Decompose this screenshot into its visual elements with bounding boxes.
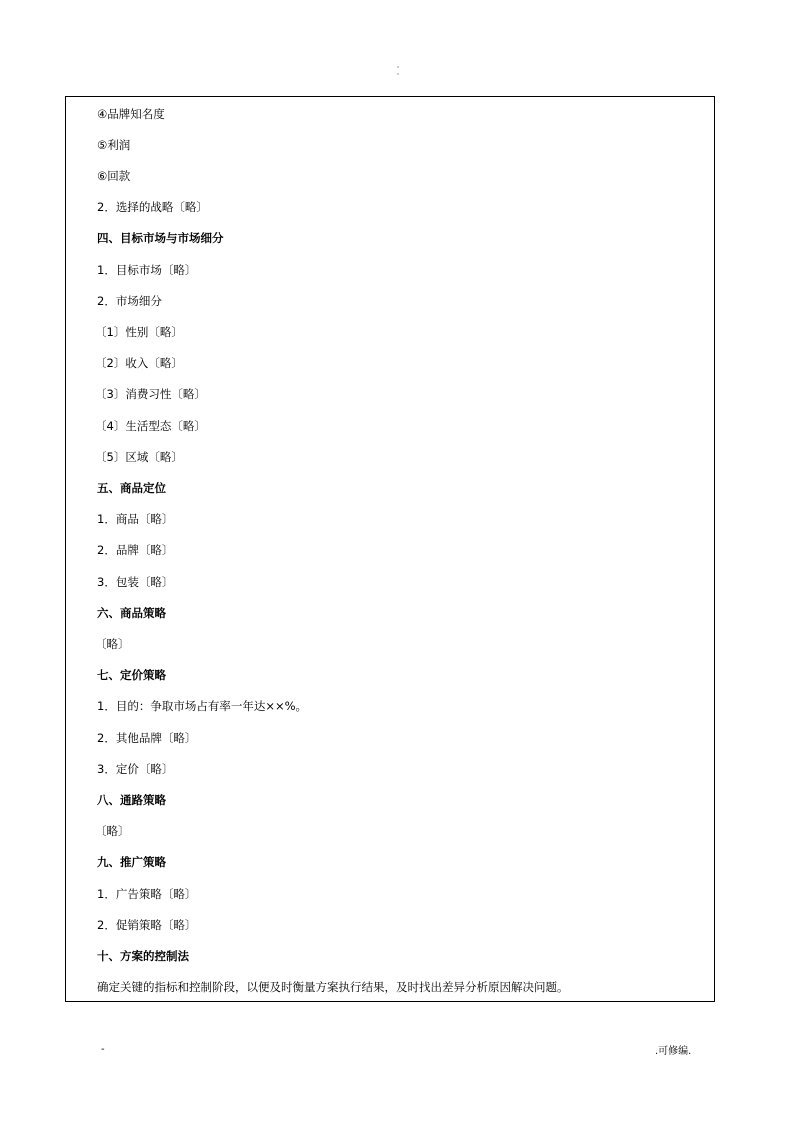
document-content-box — [65, 96, 715, 1002]
item-omitted-product-strategy: 〔略〕 — [95, 637, 130, 651]
header-dot-top: · — [396, 63, 400, 72]
item-packaging: 3．包装〔略〕 — [97, 575, 174, 589]
item-omitted-channel-strategy: 〔略〕 — [95, 824, 130, 838]
item-region: 〔5〕区域〔略〕 — [95, 450, 183, 464]
item-advertising-strategy: 1．广告策略〔略〕 — [97, 887, 197, 901]
item-other-brands: 2．其他品牌〔略〕 — [97, 731, 197, 745]
section-heading-product-positioning: 五、商品定位 — [97, 481, 166, 495]
item-sales-promotion-strategy: 2．促销策略〔略〕 — [97, 918, 197, 932]
footer-editable-note: .可修编. — [655, 1046, 692, 1057]
item-profit: ⑤利润 — [97, 138, 131, 152]
item-pricing: 3．定价〔略〕 — [97, 762, 174, 776]
header-dot-bottom: · — [396, 70, 400, 79]
section-heading-promotion-strategy: 九、推广策略 — [97, 855, 166, 869]
item-plan-control-description: 确定关键的指标和控制阶段，以便及时衡量方案执行结果，及时找出差异分析原因解决问题。 — [97, 980, 569, 994]
section-heading-target-market: 四、目标市场与市场细分 — [97, 231, 224, 245]
item-gender: 〔1〕性别〔略〕 — [95, 325, 183, 339]
item-target-market: 1．目标市场〔略〕 — [97, 263, 197, 277]
item-lifestyle: 〔4〕生活型态〔略〕 — [95, 419, 206, 433]
item-market-segmentation: 2．市场细分 — [97, 294, 162, 308]
item-consumption-habits: 〔3〕消费习性〔略〕 — [95, 387, 206, 401]
item-selected-strategy: 2．选择的战略〔略〕 — [97, 200, 208, 214]
item-income: 〔2〕收入〔略〕 — [95, 356, 183, 370]
section-heading-plan-control: 十、方案的控制法 — [97, 949, 189, 963]
item-brand: 2．品牌〔略〕 — [97, 543, 174, 557]
item-product: 1．商品〔略〕 — [97, 512, 174, 526]
item-pricing-goal: 1．目的：争取市场占有率一年达××%。 — [97, 699, 308, 713]
header-mark — [393, 64, 403, 78]
footer-left-mark: - — [101, 1044, 105, 1055]
section-heading-channel-strategy: 八、通路策略 — [97, 793, 166, 807]
section-heading-pricing-strategy: 七、定价策略 — [97, 668, 166, 682]
item-payment-collection: ⑥回款 — [97, 169, 131, 183]
item-brand-awareness: ④品牌知名度 — [97, 107, 165, 121]
section-heading-product-strategy: 六、商品策略 — [97, 606, 166, 620]
